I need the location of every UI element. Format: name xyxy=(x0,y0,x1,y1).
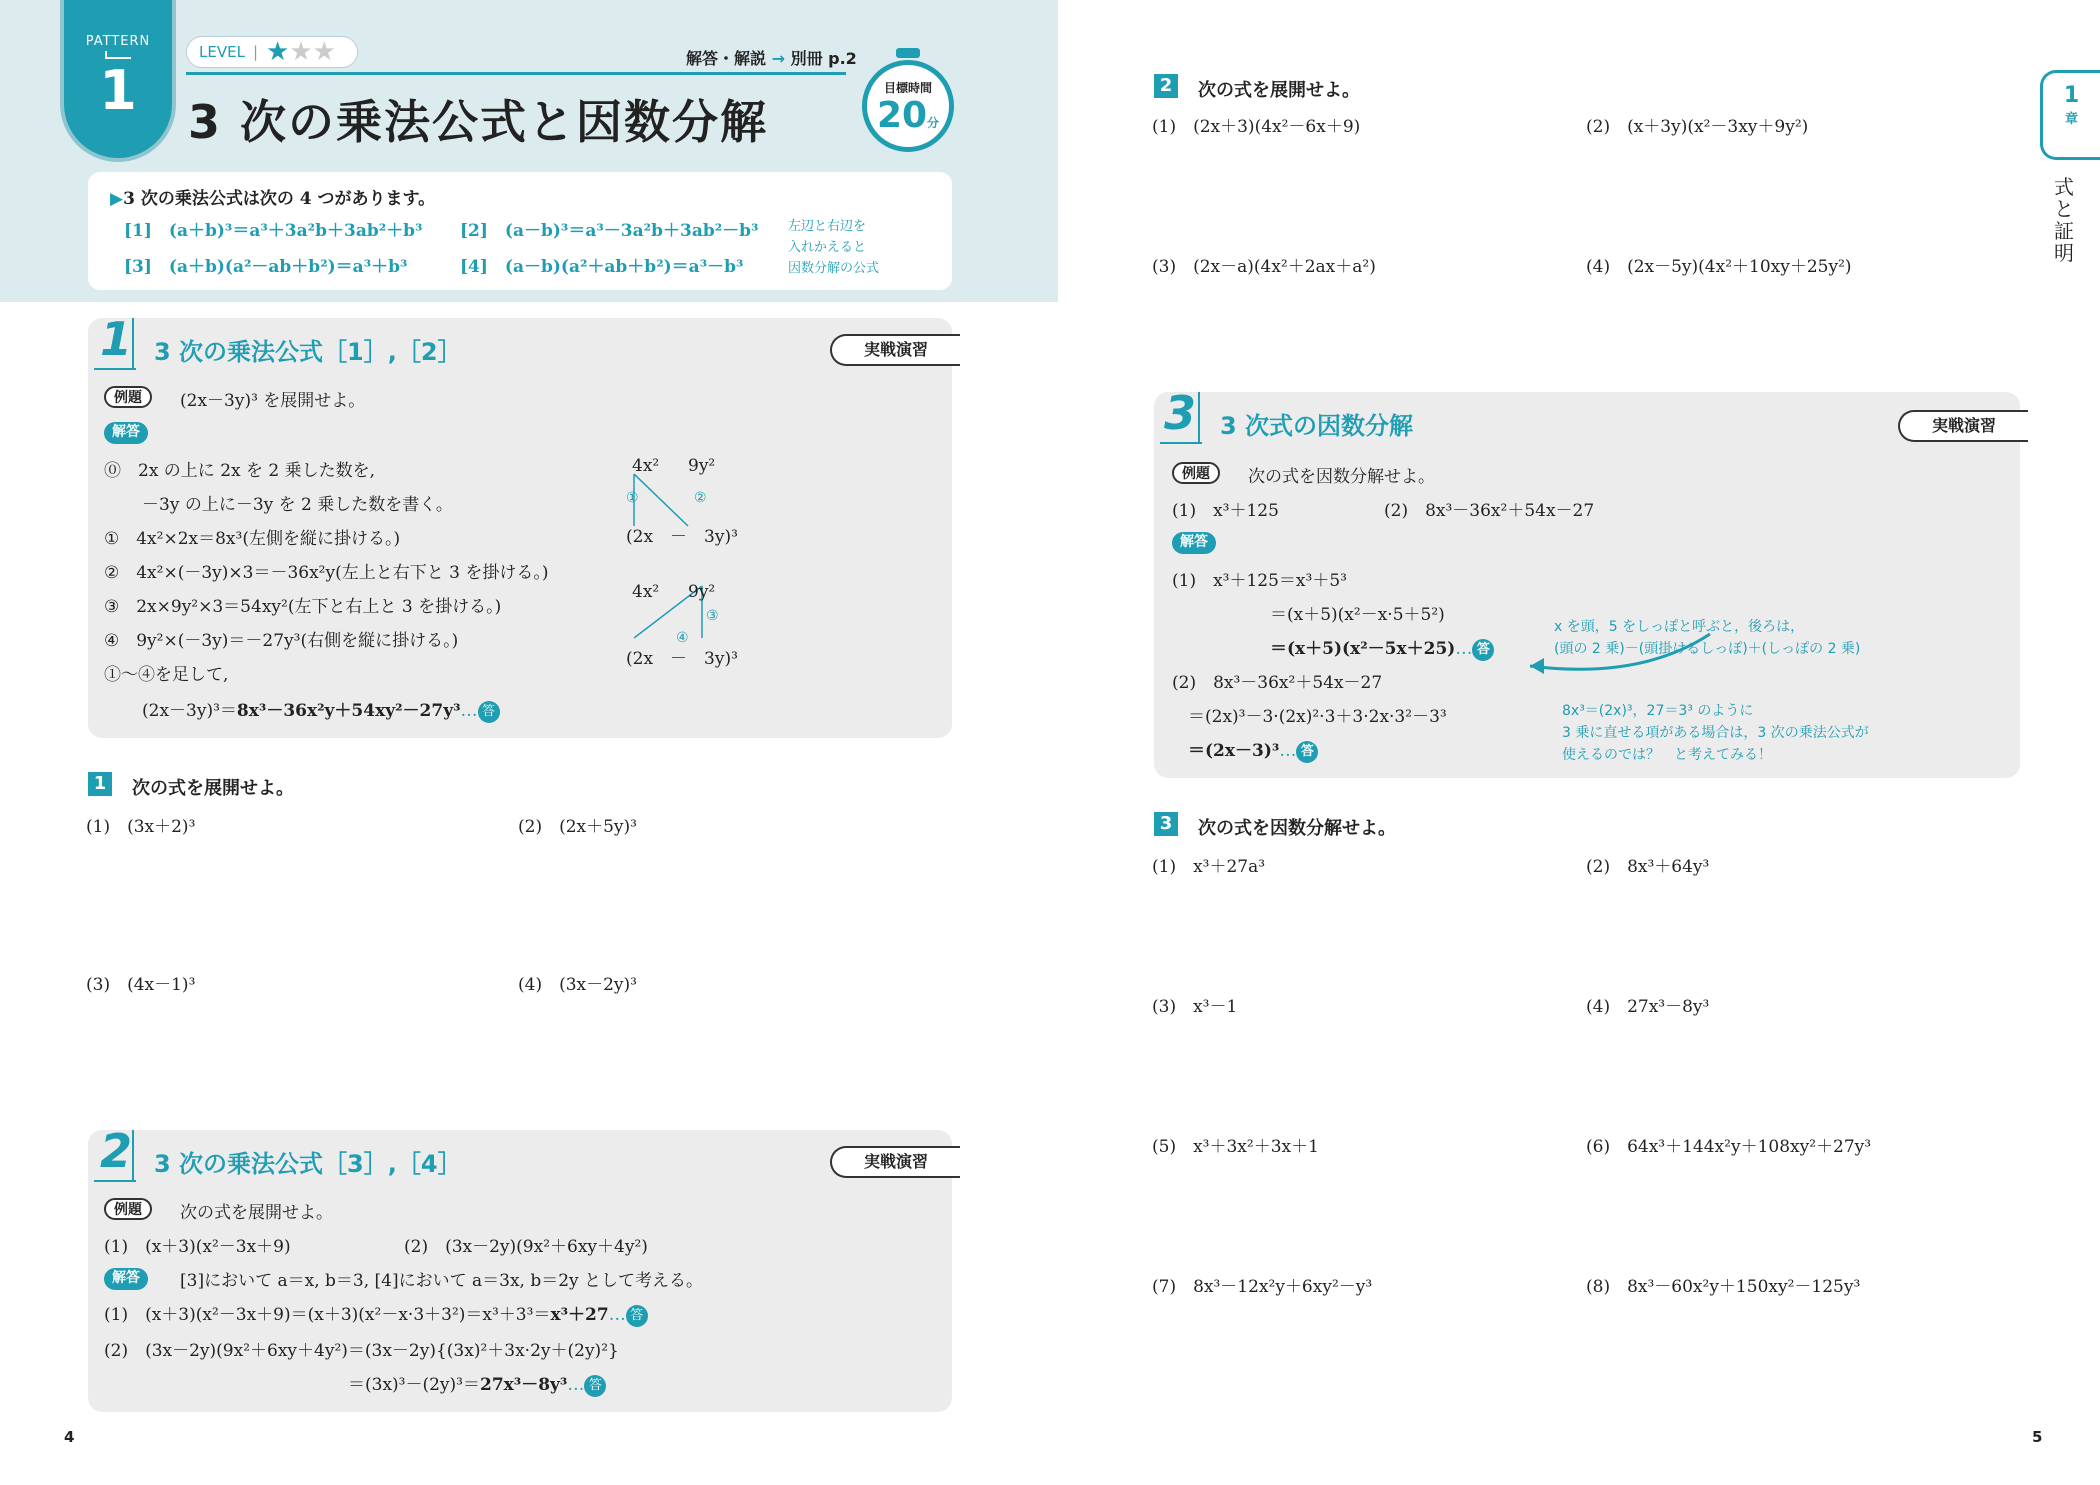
problem-3-item-7: (7) 8x³－12x²y＋6xy²－y³ xyxy=(1152,1277,1373,1297)
factor-result-2: ＝(2x－3)³ xyxy=(1188,741,1280,761)
problem-2-item-3: (3) (2x－a)(4x²＋2ax＋a²) xyxy=(1152,257,1376,277)
solution-step-2: ② 4x²×(－3y)×3＝－36x²y(左上と右下と 3 を掛ける。) xyxy=(104,563,549,583)
result-lhs: (2x－3y)³＝ xyxy=(142,701,237,721)
problem-2-item-2: (2) (x＋3y)(x²－3xy＋9y²) xyxy=(1586,117,1809,137)
answer-mark: 答 xyxy=(1472,639,1494,661)
page-number-right: 5 xyxy=(2032,1428,2043,1446)
ellipsis: … xyxy=(460,701,478,721)
answer-label: 解答 xyxy=(104,422,148,444)
hint-note-line: 8x³＝(2x)³，27＝3³ のように xyxy=(1562,703,1754,719)
ellipsis: … xyxy=(1455,639,1473,659)
section-1-number: 1 xyxy=(100,312,133,366)
example-item-1: (1) (x＋3)(x²－3x＋9) xyxy=(104,1237,291,1257)
level-indicator xyxy=(186,36,358,68)
example-text: 次の式を因数分解せよ。 xyxy=(1248,467,1435,487)
answer-2-work: ＝(3x)³－(2y)³＝ xyxy=(348,1375,480,1395)
section-3-title: 3 次式の因数分解 xyxy=(1220,412,1414,440)
chevron-down-icon xyxy=(105,51,131,59)
problem-3-item-3: (3) x³－1 xyxy=(1152,997,1238,1017)
chapter-number: 1 xyxy=(2063,83,2080,108)
problem-1-number: 1 xyxy=(88,772,112,796)
problem-2-item-4: (4) (2x－5y)(4x²＋10xy＋25y²) xyxy=(1586,257,1852,277)
answer-1 xyxy=(104,1300,648,1327)
summary-lead-text: 3 次の乗法公式は次の 4 つがあります。 xyxy=(123,189,436,209)
solution-step-0a: ⓪ 2x の上に 2x を 2 乗した数を, xyxy=(104,461,376,481)
section-3-number: 3 xyxy=(1164,386,1197,440)
formula-4: [4] (a－b)(a²＋ab＋b²)＝a³－b³ xyxy=(460,257,744,277)
solution-step-0b: －3y の上に－3y を 2 乗した数を書く。 xyxy=(142,495,453,515)
stopwatch-icon xyxy=(896,48,920,58)
problem-1-title: 次の式を展開せよ。 xyxy=(132,778,294,799)
example-label: 例題 xyxy=(104,1198,152,1220)
diagram-2-bottom: (2x － 3y)³ xyxy=(626,649,738,669)
diagram-1-top-left: 4x² xyxy=(632,456,660,476)
example-item-2: (2) 8x³－36x²＋54x－27 xyxy=(1384,501,1595,521)
section-1-box xyxy=(88,312,952,738)
pattern-label: PATTERN xyxy=(85,34,151,49)
solution-step-4: ④ 9y²×(－3y)＝－27y³(右側を縦に掛ける。) xyxy=(104,631,459,651)
answer-mark: 答 xyxy=(584,1375,606,1397)
pattern-tab xyxy=(64,0,172,158)
section-2-title: 3 次の乗法公式［3］,［4］ xyxy=(154,1150,462,1178)
example-item-2: (2) (3x－2y)(9x²＋6xy＋4y²) xyxy=(404,1237,648,1257)
diagram-1-top-right: 9y² xyxy=(688,456,716,476)
answer-2-result xyxy=(348,1370,606,1397)
answer-mark: 答 xyxy=(1296,741,1318,763)
diagram-line xyxy=(634,474,688,526)
section-underline xyxy=(94,1180,136,1182)
factor-step-2c xyxy=(1188,736,1318,763)
diagram-2-top-left: 4x² xyxy=(632,582,660,602)
answer-ref-page: 別冊 p.2 xyxy=(790,49,857,68)
target-time xyxy=(862,60,954,152)
formula-2: [2] (a－b)³＝a³－3a²b＋3ab²－b³ xyxy=(460,221,759,241)
problem-2-title: 次の式を展開せよ。 xyxy=(1198,80,1360,101)
section-underline xyxy=(1160,442,1202,444)
problem-3-item-4: (4) 27x³－8y³ xyxy=(1586,997,1710,1017)
summary-note-line: 左辺と右辺を xyxy=(788,219,867,234)
summary-note xyxy=(788,216,879,279)
problem-1-item-1: (1) (3x＋2)³ xyxy=(86,817,196,837)
hint-note-line: 使えるのでは？ と考えてみる！ xyxy=(1562,747,1772,763)
problem-3-item-6: (6) 64x³＋144x²y＋108xy²＋27y³ xyxy=(1586,1137,1872,1157)
chapter-tab xyxy=(2040,70,2100,160)
problem-2-item-1: (1) (2x＋3)(4x²－6x＋9) xyxy=(1152,117,1361,137)
hint-note-line: x を頭，5 をしっぽと呼ぶと，後ろは， xyxy=(1554,619,1805,635)
section-divider xyxy=(132,318,134,370)
problem-2-number: 2 xyxy=(1154,74,1178,98)
answer-2-final: 27x³－8y³ xyxy=(479,1375,568,1395)
problem-1-item-2: (2) (2x＋5y)³ xyxy=(518,817,637,837)
answer-reference xyxy=(686,46,857,69)
answer-mark: 答 xyxy=(478,701,500,723)
answer-intro: [3]において a＝x, b＝3, [4]において a＝3x, b＝2y として考える。 xyxy=(180,1271,704,1291)
hint-note-line: (頭の 2 乗)－(頭掛けるしっぽ)＋(しっぽの 2 乗) xyxy=(1554,641,1861,657)
example-text: (2x－3y)³ を展開せよ。 xyxy=(180,391,366,411)
answer-mark: 答 xyxy=(626,1305,648,1327)
page-number-left: 4 xyxy=(64,1428,75,1446)
section-2-number: 2 xyxy=(100,1124,133,1178)
practice-badge: 実戦演習 xyxy=(830,1146,960,1178)
section-3-box xyxy=(1154,386,2020,778)
example-label: 例題 xyxy=(1172,462,1220,484)
problem-3-item-1: (1) x³＋27a³ xyxy=(1152,857,1266,877)
timer-minutes: 20 xyxy=(876,95,928,136)
pattern-number: 1 xyxy=(99,59,137,122)
arrow-right-icon: → xyxy=(771,49,785,68)
factor-result-1: ＝(x＋5)(x²－5x＋25) xyxy=(1270,639,1456,659)
example-item-1: (1) x³＋125 xyxy=(1172,501,1279,521)
summary-note-line: 入れかえると xyxy=(788,240,867,255)
diagram-2-mark-3: ③ xyxy=(706,608,719,624)
hint-note-1 xyxy=(1554,616,1860,660)
ellipsis: … xyxy=(608,1305,626,1325)
title-rule xyxy=(186,72,846,75)
chapter-unit: 章 xyxy=(2064,112,2078,127)
solution-step-5: ①～④を足して, xyxy=(104,665,229,685)
hint-note-2 xyxy=(1562,700,1869,766)
diagram-1-mark-1: ① xyxy=(626,490,639,506)
triangle-right-icon: ▶ xyxy=(110,189,124,209)
formula-3: [3] (a＋b)(a²－ab＋b²)＝a³＋b³ xyxy=(124,257,408,277)
summary-note-line: 因数分解の公式 xyxy=(788,261,880,276)
problem-3-title: 次の式を因数分解せよ。 xyxy=(1198,818,1396,839)
example-label: 例題 xyxy=(104,386,152,408)
level-label: LEVEL xyxy=(199,43,245,61)
formula-1: [1] (a＋b)³＝a³＋3a²b＋3ab²＋b³ xyxy=(124,221,423,241)
diagram-1-bottom: (2x － 3y)³ xyxy=(626,527,738,547)
answer-1-result: x³＋27 xyxy=(550,1305,609,1325)
ellipsis: … xyxy=(567,1375,585,1395)
problem-1-item-3: (3) (4x－1)³ xyxy=(86,975,196,995)
factor-step-2b: ＝(2x)³－3·(2x)²·3＋3·2x·3²－3³ xyxy=(1188,707,1447,727)
chapter-name: 式と証明 xyxy=(2054,175,2074,265)
section-underline xyxy=(94,368,136,370)
level-separator: | xyxy=(252,43,258,61)
solution-step-1: ① 4x²×2x＝8x³(左側を縦に掛ける。) xyxy=(104,529,401,549)
solution-step-3: ③ 2x×9y²×3＝54xy²(左下と右上と 3 を掛ける。) xyxy=(104,597,502,617)
problem-1-item-4: (4) (3x－2y)³ xyxy=(518,975,637,995)
factor-step-1b: ＝(x＋5)(x²－x·5＋5²) xyxy=(1270,605,1445,625)
factor-step-1a: (1) x³＋125＝x³＋5³ xyxy=(1172,571,1347,591)
target-time-label: 目標時間 xyxy=(883,81,932,95)
answer-1-work: (1) (x＋3)(x²－3x＋9)＝(x＋3)(x²－x·3＋3²)＝x³＋3³＝ xyxy=(104,1305,551,1325)
factor-step-2a: (2) 8x³－36x²＋54x－27 xyxy=(1172,673,1383,693)
answer-label: 解答 xyxy=(104,1268,148,1290)
answer-label: 解答 xyxy=(1172,532,1216,554)
problem-3-number: 3 xyxy=(1154,812,1178,836)
section-divider xyxy=(1198,392,1200,444)
hint-note-line: 3 乗に直せる項がある場合は，3 次の乗法公式が xyxy=(1562,725,1869,741)
problem-3-item-2: (2) 8x³＋64y³ xyxy=(1586,857,1710,877)
star-filled-icon: ★ xyxy=(266,37,290,67)
answer-2: (2) (3x－2y)(9x²＋6xy＋4y²)＝(3x－2y){(3x)²＋3x·2y＋(2y)²} xyxy=(104,1341,619,1361)
section-divider xyxy=(132,1130,134,1182)
example-text: 次の式を展開せよ。 xyxy=(180,1203,333,1223)
summary-box xyxy=(88,172,952,290)
section-2-box xyxy=(88,1124,952,1412)
result-rhs: 8x³－36x²y＋54xy²－27y³ xyxy=(236,701,461,721)
solution-result xyxy=(142,696,500,723)
page-title: 3 次の乗法公式と因数分解 xyxy=(188,95,769,149)
star-empty-icon: ★ xyxy=(312,37,336,67)
diagram-1-mark-2: ② xyxy=(694,490,707,506)
diagram-2-top-right: 9y² xyxy=(688,582,716,602)
practice-badge: 実戦演習 xyxy=(830,334,960,366)
arrow-head xyxy=(1530,658,1544,674)
star-empty-icon: ★ xyxy=(289,37,313,67)
diagram-2-mark-4: ④ xyxy=(676,630,689,646)
problem-3-item-8: (8) 8x³－60x²y＋150xy²－125y³ xyxy=(1586,1277,1861,1297)
ellipsis: … xyxy=(1279,741,1297,761)
answer-ref-text: 解答・解説 xyxy=(686,49,767,68)
summary-lead xyxy=(110,184,435,209)
timer-unit: 分 xyxy=(927,116,940,130)
practice-badge: 実戦演習 xyxy=(1898,410,2028,442)
target-time-value xyxy=(867,96,949,143)
section-1-title: 3 次の乗法公式［1］,［2］ xyxy=(154,338,462,366)
problem-3-item-5: (5) x³＋3x²＋3x＋1 xyxy=(1152,1137,1319,1157)
